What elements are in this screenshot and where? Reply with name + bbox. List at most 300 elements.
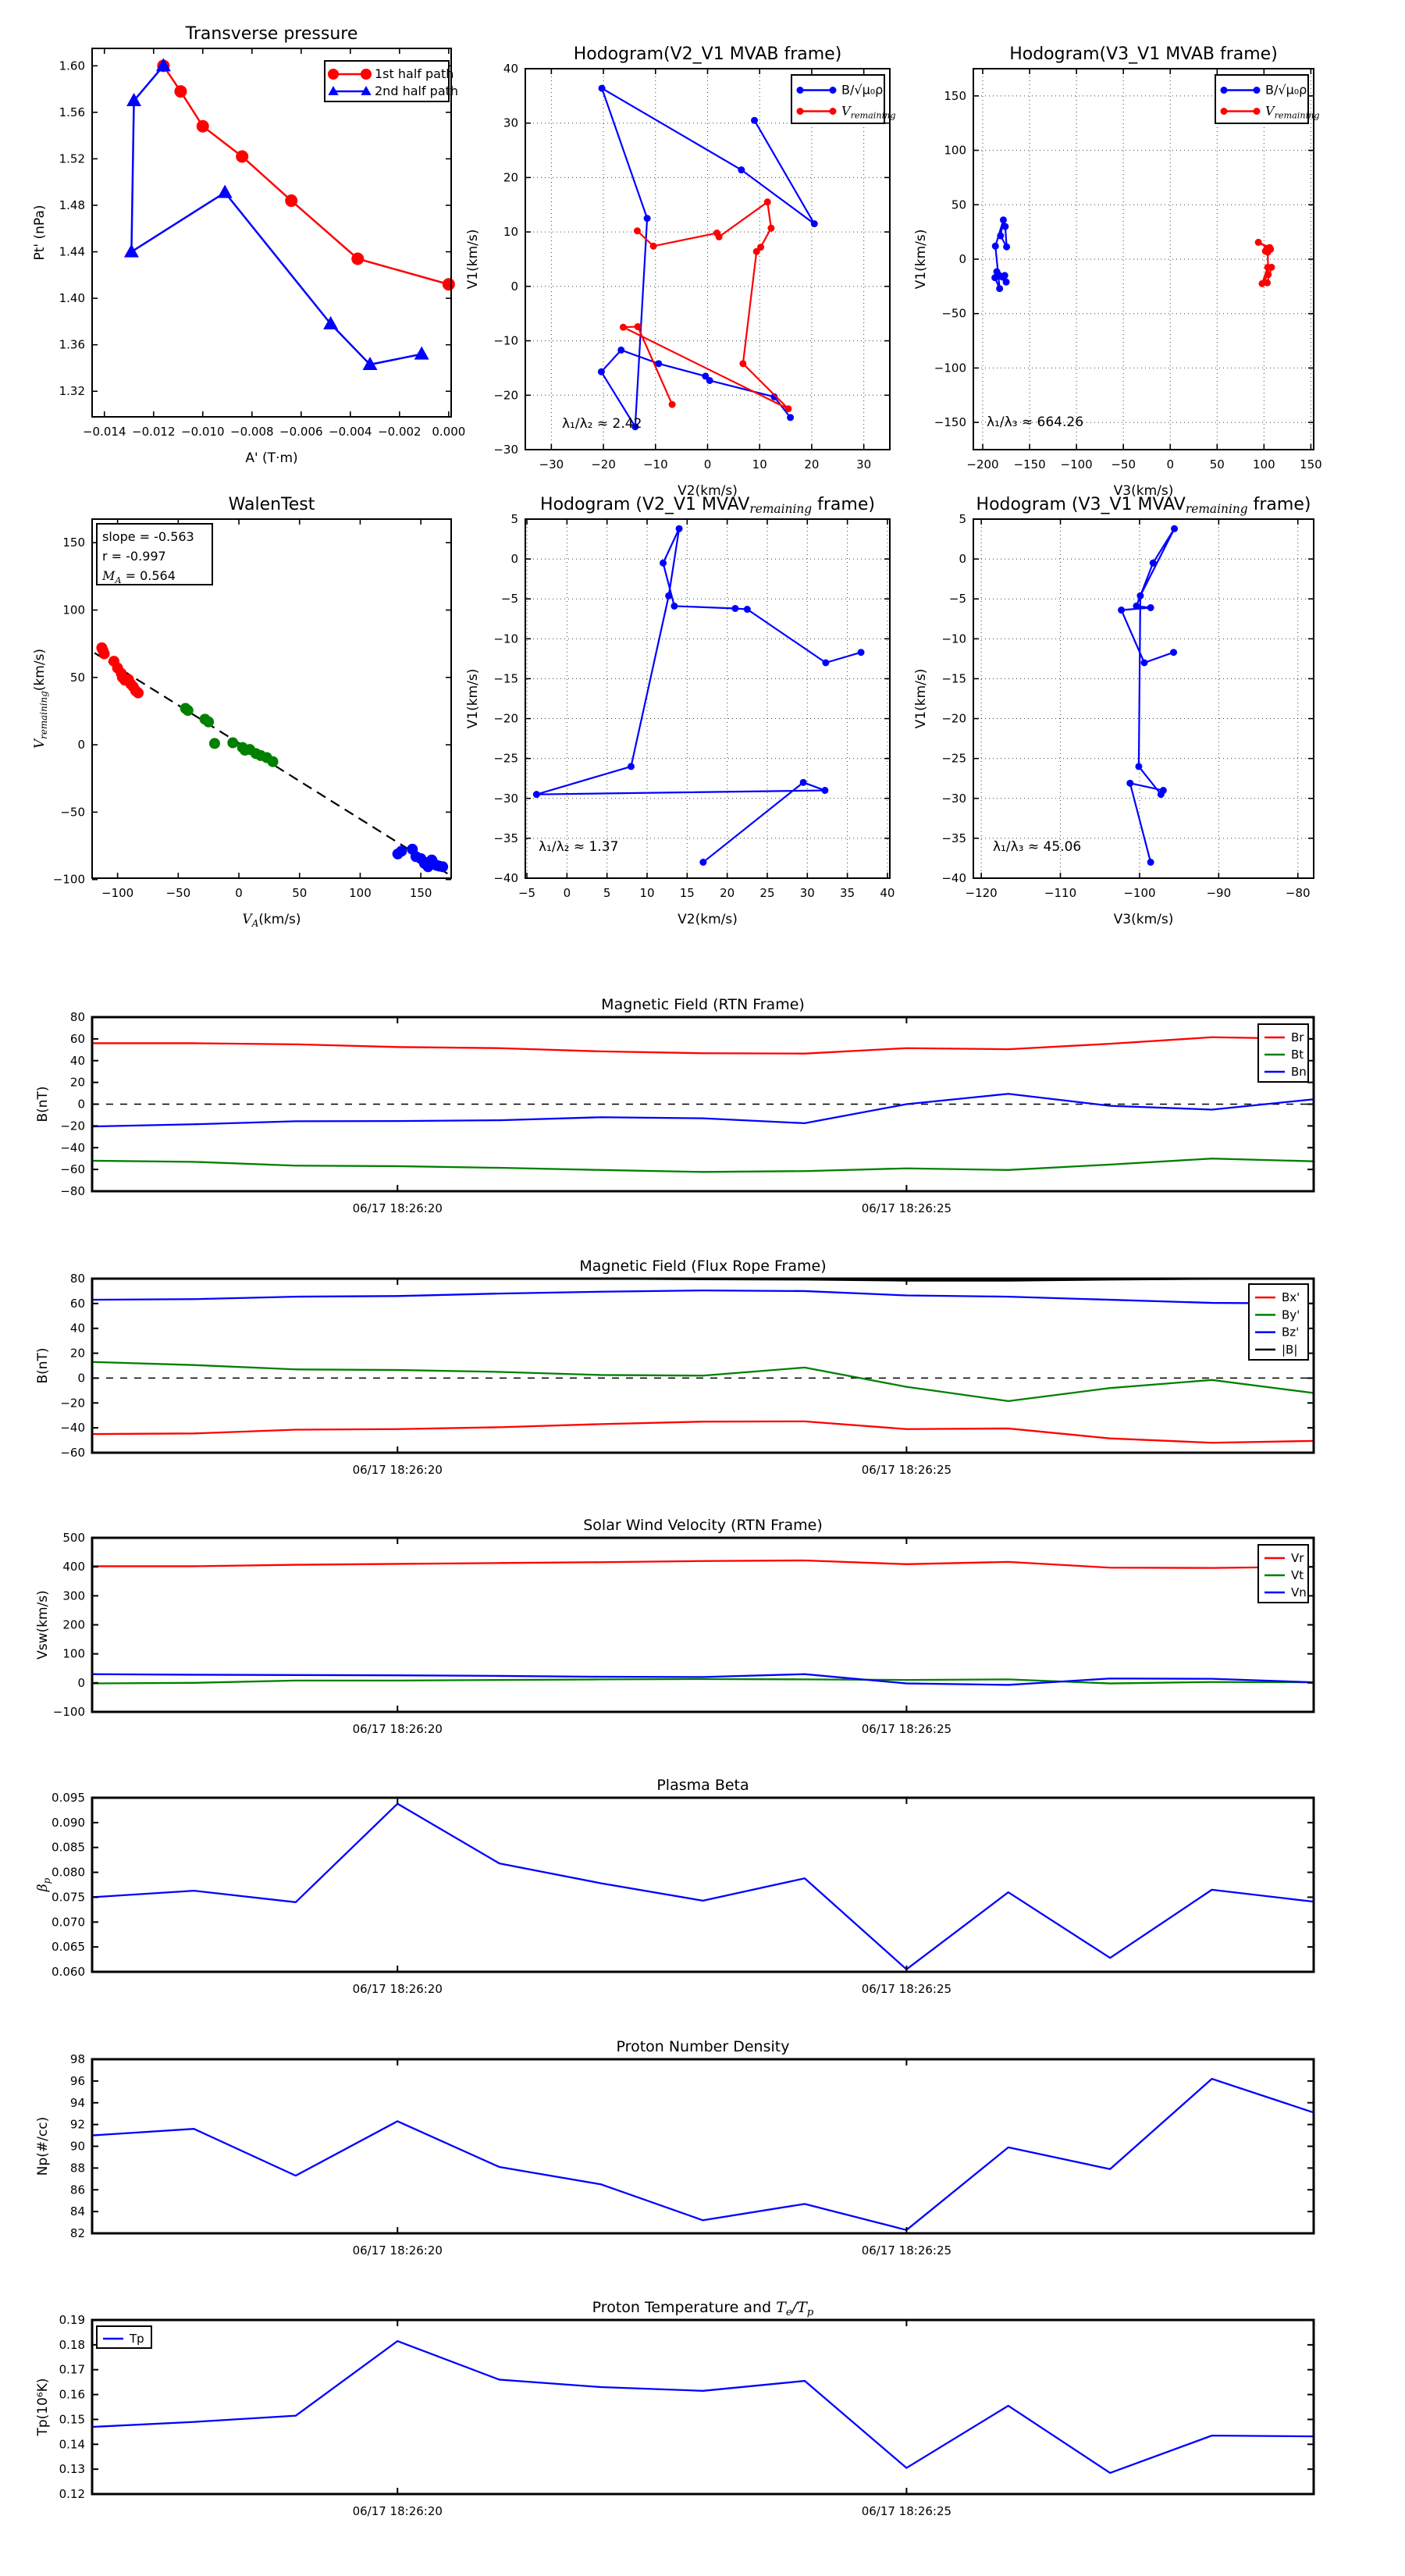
y-axis-label: Tp(10⁶K): [35, 2378, 51, 2436]
x-tick-label: 5: [603, 886, 611, 900]
y-tick-label: 82: [69, 2226, 85, 2240]
x-tick-label: 06/17 18:26:25: [861, 1722, 952, 1736]
data-point-B-over-sqrt-mu0rho: [738, 166, 745, 173]
y-tick-label: 0.065: [52, 1940, 85, 1955]
data-point-V-remaining-hodogram: [858, 649, 865, 656]
y-tick-label: 80: [69, 1272, 85, 1286]
y-tick-label: −5: [500, 592, 518, 607]
plot-proton-number-density: [35, 2038, 1314, 2258]
data-point-component-2: [268, 756, 279, 767]
y-tick-label: 40: [503, 62, 518, 76]
y-tick-label: −25: [941, 751, 966, 766]
data-point-V-remaining: [634, 227, 641, 234]
plot-hodogram-v3v1-mvab: [913, 44, 1322, 499]
data-point-V-remaining-hodogram: [665, 592, 672, 600]
data-point-V-remaining-hodogram: [1147, 859, 1154, 866]
legend-label: Vn: [1291, 1585, 1307, 1599]
y-tick-label: 92: [69, 2117, 85, 2132]
y-tick-label: 300: [62, 1589, 85, 1603]
plot-walen-test: [32, 495, 451, 929]
legend-marker: [328, 69, 339, 80]
x-tick-label: 0: [563, 886, 571, 900]
data-point-1st-half-path: [197, 120, 209, 133]
y-tick-label: −20: [60, 1396, 85, 1411]
x-tick-label: 0: [703, 457, 712, 471]
y-tick-label: 10: [503, 225, 518, 240]
y-tick-label: 60: [69, 1031, 85, 1046]
data-point-B-over-sqrt-mu0rho: [1001, 272, 1008, 279]
y-tick-label: 96: [69, 2073, 85, 2088]
data-point-B-over-sqrt-mu0rho: [751, 117, 758, 124]
series-line-Vt: [92, 1679, 1314, 1684]
legend-marker: [1221, 108, 1228, 115]
legend-label: 1st half path: [375, 66, 454, 81]
y-tick-label: 0: [77, 1675, 85, 1690]
data-point-V-remaining: [1264, 249, 1272, 256]
data-point-V-remaining-hodogram: [670, 603, 678, 610]
annotation: λ₁/λ₃ ≈ 664.26: [987, 415, 1084, 430]
y-tick-label: 0.12: [59, 2487, 85, 2501]
data-point-V-remaining-hodogram: [676, 525, 683, 532]
legend-label: Bx': [1282, 1290, 1300, 1305]
annotation: λ₁/λ₂ ≈ 2.42: [562, 416, 642, 432]
plot-hodogram-v2v1-mvab: [465, 44, 896, 499]
legend-marker: [797, 87, 804, 94]
y-tick-label: −100: [52, 1705, 85, 1719]
x-tick-label: −100: [101, 886, 134, 900]
legend-label: Vr: [1291, 1551, 1304, 1565]
data-point-V-remaining: [620, 324, 627, 331]
data-point-B-over-sqrt-mu0rho: [1003, 244, 1010, 251]
data-point-B-over-sqrt-mu0rho: [787, 414, 794, 421]
plot-hodogram-v2v1-mvav: [465, 495, 895, 927]
x-tick-label: 150: [1300, 457, 1322, 471]
y-tick-label: 94: [69, 2095, 85, 2110]
data-point-V-remaining-hodogram: [628, 763, 635, 770]
data-point-B-over-sqrt-mu0rho: [1003, 279, 1010, 286]
x-tick-label: 40: [880, 886, 895, 900]
data-point-B-over-sqrt-mu0rho: [997, 233, 1004, 240]
y-tick-label: −15: [493, 671, 518, 686]
series-line-Np: [92, 2079, 1314, 2230]
y-tick-label: 20: [69, 1346, 85, 1361]
x-tick-label: −150: [1013, 457, 1046, 471]
y-tick-label: 0: [77, 1097, 85, 1112]
x-axis-label: V3(km/s): [1113, 483, 1174, 499]
x-tick-label: 06/17 18:26:25: [861, 2504, 952, 2518]
y-tick-label: 0.080: [52, 1865, 85, 1880]
axes-frame: [92, 1798, 1314, 1972]
y-tick-label: 100: [62, 1646, 85, 1661]
y-tick-label: 98: [69, 2052, 85, 2066]
x-tick-label: −30: [539, 457, 564, 471]
x-tick-label: 25: [759, 886, 775, 900]
y-tick-label: −40: [493, 871, 518, 885]
x-tick-label: −50: [165, 886, 191, 900]
plot-title: Solar Wind Velocity (RTN Frame): [583, 1517, 823, 1534]
y-tick-label: −15: [941, 671, 966, 686]
annotation: λ₁/λ₃ ≈ 45.06: [993, 839, 1082, 855]
y-tick-label: 0: [510, 279, 518, 294]
y-tick-label: −60: [60, 1446, 85, 1460]
y-tick-label: 50: [951, 197, 966, 212]
y-tick-label: 20: [503, 170, 518, 185]
annotation: λ₁/λ₂ ≈ 1.37: [539, 839, 619, 855]
y-axis-label: Pt' (nPa): [32, 205, 48, 261]
data-point-2nd-half-path: [414, 347, 429, 360]
data-point-V-remaining: [635, 323, 642, 330]
plot-solar-wind-velocity-rtn: [35, 1517, 1314, 1736]
x-tick-label: 06/17 18:26:25: [861, 1463, 952, 1477]
legend-marker: [361, 69, 372, 80]
y-tick-label: 84: [69, 2204, 85, 2219]
axes-frame: [92, 1279, 1314, 1453]
y-tick-label: 0.15: [59, 2412, 85, 2427]
series-line-2nd-half-path: [131, 66, 422, 365]
x-tick-label: −0.002: [378, 425, 422, 439]
data-point-B-over-sqrt-mu0rho: [996, 285, 1003, 292]
y-tick-label: −50: [941, 306, 966, 321]
y-axis-label: Np(#/cc): [35, 2116, 51, 2176]
x-tick-label: −80: [1285, 886, 1311, 900]
x-tick-label: 10: [752, 457, 767, 471]
series-line-By-prime: [92, 1362, 1314, 1401]
data-point-V-remaining-hodogram: [1135, 763, 1142, 770]
x-tick-label: 100: [349, 886, 372, 900]
axes-frame: [525, 519, 890, 878]
x-tick-label: 100: [1253, 457, 1275, 471]
data-point-V-remaining-hodogram: [699, 859, 706, 866]
data-point-V-remaining-hodogram: [1141, 660, 1148, 667]
y-axis-label: Vsw(km/s): [35, 1590, 51, 1660]
y-tick-label: −20: [941, 711, 966, 726]
data-point-V-remaining: [1268, 264, 1275, 271]
y-tick-label: 1.48: [59, 198, 85, 213]
plot-title: Proton Number Density: [616, 2038, 790, 2055]
data-point-B-over-sqrt-mu0rho: [599, 85, 606, 92]
y-axis-label: B(nT): [35, 1086, 51, 1123]
x-tick-label: −0.006: [279, 425, 323, 439]
y-tick-label: −150: [934, 415, 966, 430]
y-tick-label: 0.18: [59, 2337, 85, 2352]
x-tick-label: 0.000: [432, 425, 466, 439]
legend-label: B/√μ₀ρ: [1265, 82, 1307, 98]
y-tick-label: 1.40: [59, 291, 85, 306]
y-tick-label: −5: [948, 592, 966, 607]
data-point-V-remaining-hodogram: [800, 779, 807, 786]
x-axis-label: V2(km/s): [678, 912, 738, 927]
x-tick-label: −200: [966, 457, 999, 471]
y-tick-label: 0.090: [52, 1815, 85, 1830]
axes-frame: [92, 48, 451, 417]
data-point-1st-half-path: [174, 85, 187, 98]
data-point-B-over-sqrt-mu0rho: [992, 243, 999, 250]
data-point-2nd-half-path: [124, 244, 139, 258]
legend-marker: [830, 108, 837, 115]
data-point-V-remaining-hodogram: [821, 787, 828, 794]
series-line-Vr: [92, 1560, 1314, 1568]
y-tick-label: 86: [69, 2183, 85, 2197]
data-point-V-remaining-hodogram: [1150, 560, 1157, 567]
y-tick-label: 0: [77, 738, 85, 753]
y-tick-label: 1.32: [59, 384, 85, 399]
data-point-1st-half-path: [443, 278, 455, 290]
axes-frame: [525, 69, 890, 450]
y-tick-label: −40: [60, 1140, 85, 1155]
y-tick-label: 0.060: [52, 1965, 85, 1979]
y-axis-label: V1(km/s): [465, 668, 481, 729]
x-axis-label: V2(km/s): [678, 483, 738, 499]
data-point-2nd-half-path: [218, 185, 233, 198]
x-tick-label: −20: [591, 457, 616, 471]
y-tick-label: 0.16: [59, 2387, 85, 2402]
x-axis-label: A' (T·m): [245, 450, 298, 466]
y-tick-label: 20: [69, 1075, 85, 1090]
y-tick-label: 88: [69, 2161, 85, 2176]
y-tick-label: 1.36: [59, 337, 85, 352]
x-tick-label: 06/17 18:26:20: [352, 1201, 443, 1215]
stats-line: r = -0.997: [102, 549, 166, 564]
x-tick-label: −5: [518, 886, 536, 900]
data-point-component-2: [227, 738, 238, 749]
y-tick-label: −35: [941, 831, 966, 845]
x-tick-label: −10: [642, 457, 668, 471]
data-point-V-remaining-hodogram: [533, 791, 540, 798]
y-tick-label: −30: [941, 791, 966, 806]
plot-title: Transverse pressure: [185, 24, 358, 44]
series-line-Tp: [92, 2341, 1314, 2473]
y-tick-label: −30: [493, 443, 518, 457]
y-tick-label: 500: [62, 1531, 85, 1545]
data-point-B-over-sqrt-mu0rho: [811, 220, 818, 227]
data-point-V-remaining-hodogram: [822, 660, 829, 667]
data-point-V-remaining-hodogram: [744, 606, 751, 613]
plot-transverse-pressure: [32, 24, 465, 466]
series-line-V-remaining-hodogram: [536, 528, 861, 862]
legend-label: $V_{remaining}$: [1265, 103, 1320, 121]
series-line-Bt: [92, 1158, 1314, 1172]
plot-hodogram-v3v1-mvav: [913, 495, 1314, 927]
y-tick-label: −10: [941, 632, 966, 646]
x-tick-label: 50: [292, 886, 308, 900]
y-tick-label: 0.17: [59, 2362, 85, 2377]
legend-marker: [830, 87, 837, 94]
data-point-V-remaining: [1264, 271, 1272, 278]
data-point-V-remaining: [650, 243, 657, 250]
x-tick-label: −0.014: [82, 425, 126, 439]
plot-title: Hodogram (V3_V1 MVAVremaining frame): [976, 495, 1311, 516]
plot-title: Magnetic Field (Flux Rope Frame): [579, 1258, 827, 1275]
y-tick-label: −10: [493, 333, 518, 348]
x-tick-label: 06/17 18:26:20: [352, 2504, 443, 2518]
y-tick-label: −35: [493, 831, 518, 845]
y-tick-label: 30: [503, 116, 518, 130]
x-tick-label: −0.004: [329, 425, 372, 439]
x-tick-label: −0.008: [230, 425, 274, 439]
legend-label: Bn: [1291, 1065, 1307, 1079]
y-tick-label: −10: [493, 632, 518, 646]
y-axis-label: V1(km/s): [913, 229, 929, 290]
y-tick-label: 5: [510, 512, 518, 526]
data-point-B-over-sqrt-mu0rho: [655, 360, 662, 367]
legend-label: |B|: [1282, 1342, 1298, 1357]
data-point-V-remaining: [716, 233, 723, 240]
x-axis-label: V3(km/s): [1113, 912, 1174, 927]
data-point-V-remaining-hodogram: [1160, 787, 1167, 794]
x-tick-label: 06/17 18:26:25: [861, 2243, 952, 2258]
data-point-V-remaining: [1264, 279, 1271, 286]
y-tick-label: 0.075: [52, 1890, 85, 1905]
data-point-component-3: [437, 861, 448, 872]
x-tick-label: 50: [1209, 457, 1225, 471]
data-point-V-remaining: [739, 360, 746, 367]
series-line-Bx-prime: [92, 1421, 1314, 1443]
plot-proton-temperature: [35, 2299, 1314, 2518]
data-point-V-remaining-hodogram: [1118, 607, 1125, 614]
legend-label: $V_{remaining}$: [841, 103, 896, 121]
data-point-V-remaining: [1255, 239, 1262, 246]
legend-label: Vt: [1291, 1568, 1304, 1582]
y-tick-label: 80: [69, 1010, 85, 1024]
y-axis-label: V1(km/s): [913, 668, 929, 729]
x-tick-label: 20: [720, 886, 735, 900]
data-point-V-remaining: [784, 405, 791, 412]
data-point-B-over-sqrt-mu0rho: [617, 347, 624, 354]
data-point-V-remaining-hodogram: [1126, 780, 1133, 787]
y-axis-label: B(nT): [35, 1347, 51, 1384]
plot-magnetic-field-flux-rope: [35, 1258, 1314, 1477]
series-line-Bn: [92, 1094, 1314, 1126]
y-tick-label: −60: [60, 1162, 85, 1177]
y-tick-label: 1.60: [59, 59, 85, 73]
axes-frame: [92, 2320, 1314, 2494]
legend-label: Bt: [1291, 1048, 1304, 1062]
data-point-B-over-sqrt-mu0rho: [706, 377, 713, 384]
series-line-Br: [92, 1037, 1314, 1054]
x-tick-label: −90: [1206, 886, 1232, 900]
y-tick-label: −30: [493, 791, 518, 806]
data-point-B-over-sqrt-mu0rho: [598, 368, 605, 375]
data-point-component-3: [396, 845, 407, 856]
x-tick-label: −100: [1123, 886, 1156, 900]
y-tick-label: −80: [60, 1184, 85, 1198]
plot-title: Hodogram (V2_V1 MVAVremaining frame): [540, 495, 875, 516]
data-point-1st-half-path: [285, 194, 297, 207]
y-tick-label: 0: [959, 552, 966, 567]
x-tick-label: 20: [804, 457, 820, 471]
stats-line: slope = -0.563: [102, 529, 194, 544]
x-tick-label: 15: [679, 886, 695, 900]
legend-marker: [1254, 108, 1261, 115]
data-point-1st-half-path: [236, 150, 248, 162]
y-tick-label: 90: [69, 2139, 85, 2154]
legend-label: B/√μ₀ρ: [841, 82, 884, 98]
y-tick-label: 40: [69, 1053, 85, 1068]
legend-label: Tp: [130, 2332, 144, 2346]
y-tick-label: 0.13: [59, 2462, 85, 2477]
series-line-V-remaining-hodogram: [1122, 528, 1175, 862]
y-tick-label: −20: [493, 711, 518, 726]
data-point-component-1: [133, 688, 144, 699]
y-tick-label: 100: [62, 603, 85, 617]
x-tick-label: −50: [1111, 457, 1136, 471]
y-tick-label: 0: [510, 552, 518, 567]
plot-title: Magnetic Field (RTN Frame): [601, 996, 805, 1013]
y-axis-label: $V_{remaining}(km/s)$: [32, 648, 49, 749]
y-tick-label: −100: [934, 361, 966, 375]
data-point-B-over-sqrt-mu0rho: [1001, 223, 1008, 230]
x-tick-label: 30: [799, 886, 815, 900]
y-tick-label: −100: [52, 872, 85, 887]
x-tick-label: 35: [840, 886, 855, 900]
y-tick-label: 150: [62, 535, 85, 550]
y-tick-label: 0.095: [52, 1791, 85, 1805]
data-point-V-remaining-hodogram: [1170, 649, 1177, 656]
y-axis-label: V1(km/s): [465, 229, 481, 290]
x-tick-label: 30: [856, 457, 872, 471]
axes-frame: [92, 2059, 1314, 2233]
x-tick-label: 06/17 18:26:25: [861, 1201, 952, 1215]
y-tick-label: −25: [493, 751, 518, 766]
y-tick-label: 0.070: [52, 1915, 85, 1930]
y-tick-label: 1.56: [59, 105, 85, 119]
x-tick-label: 06/17 18:26:20: [352, 1722, 443, 1736]
data-point-V-remaining-hodogram: [731, 605, 738, 612]
plot-title: Proton Temperature and $T_e/T_p$: [592, 2299, 814, 2318]
plot-title: Hodogram(V3_V1 MVAB frame): [1009, 44, 1278, 64]
x-tick-label: 10: [639, 886, 655, 900]
y-tick-label: 150: [944, 88, 966, 103]
x-tick-label: 0: [235, 886, 243, 900]
legend-label: 2nd half path: [375, 84, 459, 98]
y-tick-label: −40: [941, 871, 966, 885]
legend-label: By': [1282, 1308, 1300, 1322]
y-tick-label: 1.52: [59, 151, 85, 166]
data-point-V-remaining: [767, 225, 774, 232]
y-tick-label: 50: [69, 670, 85, 685]
plot-plasma-beta: [35, 1777, 1314, 1996]
x-tick-label: −100: [1060, 457, 1093, 471]
data-point-V-remaining-hodogram: [1133, 603, 1140, 610]
y-tick-label: 60: [69, 1296, 85, 1311]
data-point-V-remaining: [753, 248, 760, 255]
x-tick-label: −120: [965, 886, 998, 900]
y-tick-label: −20: [60, 1119, 85, 1133]
data-point-V-remaining-hodogram: [1171, 525, 1178, 532]
y-tick-label: 400: [62, 1560, 85, 1574]
data-point-V-remaining-hodogram: [1147, 604, 1154, 611]
x-tick-label: −0.012: [132, 425, 176, 439]
x-tick-label: 150: [409, 886, 432, 900]
y-tick-label: 0.14: [59, 2437, 85, 2452]
y-tick-label: −40: [60, 1421, 85, 1436]
y-tick-label: 200: [62, 1617, 85, 1632]
data-point-component-2: [203, 717, 214, 728]
data-point-component-2: [183, 705, 194, 716]
data-point-V-remaining-hodogram: [1136, 592, 1144, 600]
x-axis-label: $V_A(km/s)$: [242, 912, 301, 929]
y-tick-label: 40: [69, 1321, 85, 1336]
legend-label: Bz': [1282, 1325, 1300, 1340]
data-point-component-1: [99, 649, 110, 660]
y-axis-label: $\beta_p$: [35, 1877, 52, 1892]
data-point-1st-half-path: [351, 253, 364, 265]
series-line-Bz-prime: [92, 1290, 1314, 1304]
plot-title: Plasma Beta: [656, 1777, 749, 1794]
x-tick-label: 06/17 18:26:20: [352, 2243, 443, 2258]
x-tick-label: 06/17 18:26:25: [861, 1982, 952, 1996]
axes-frame: [92, 1538, 1314, 1712]
